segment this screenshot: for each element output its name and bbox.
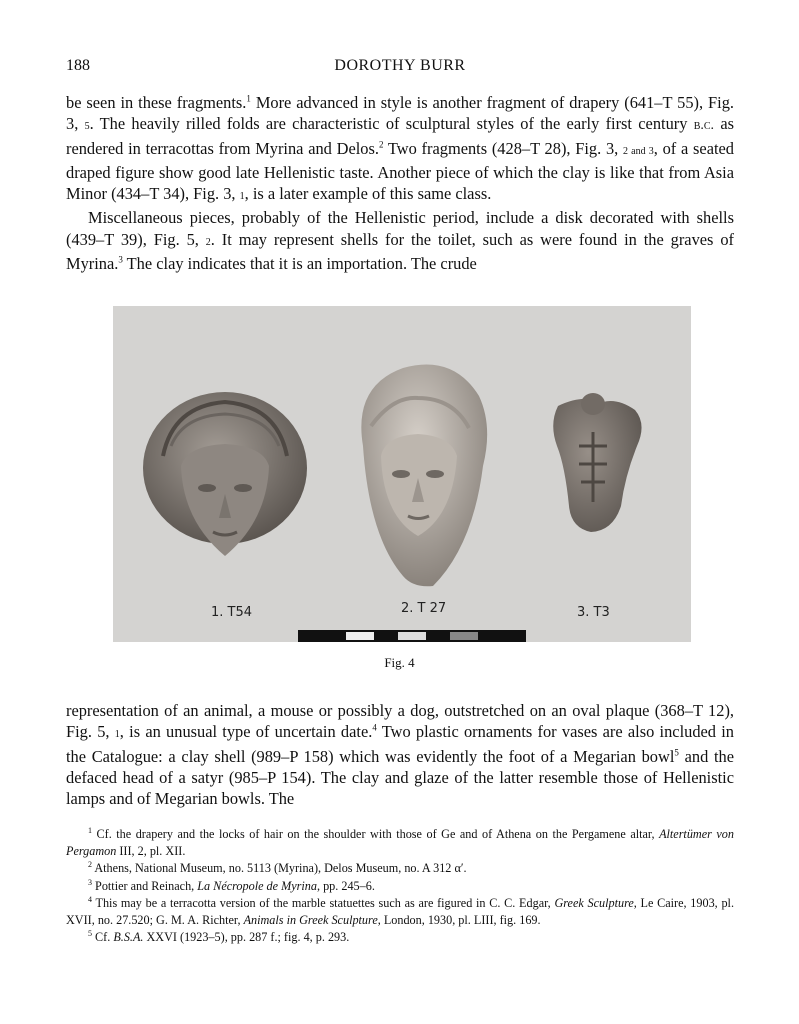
terracotta-heads-photo <box>113 306 691 642</box>
body-text-bottom <box>66 700 734 809</box>
figure-photograph <box>113 306 691 642</box>
footnote-ref-1: 1 <box>246 93 251 104</box>
scale-bar <box>298 630 526 642</box>
footnote-1: $^1$ Cf. the drapery and the locks of hair on the shoulder with those of Ge and of Athena on the Pergamene altar, Altertümer von Pergamon III, 2, pl. XII. <box>66 825 734 859</box>
paragraph-miscellaneous: Miscellaneous pieces, probably of the Hellenistic period, include a disk decorated with shells (439–T 39), Fig. 5, 2. It may represent shells for the toilet, such as were found in the graves of Myrina.$^3$ The clay indicates that it is an importation. The crude <box>66 208 734 274</box>
footnote-ref-4: 4 <box>372 722 377 733</box>
page-number: 188 <box>66 57 90 74</box>
paragraph-drapery: be seen in these fragments.$^1$ More advanced in style is another fragment of drapery (641–T 55), Fig. 3, 5. The heavily rilled folds are characteristic of sculptural styles of the early first century b.c. as rendered in terracottas from Myrina and Delos.$^2$ Two fragments (428–T 28), Fig. 3, 2 and 3, of a seated draped figure show good late Hellenistic taste. Another piece of which the clay is like that from Asia Minor (434–T 34), Fig. 3, 1, is a later example of this same class. <box>66 93 734 204</box>
label-3: 3. T3 <box>577 605 610 620</box>
body-text-top <box>66 92 734 274</box>
running-head: DOROTHY BURR <box>334 57 466 74</box>
head-1-female <box>143 392 307 556</box>
torso-3 <box>553 393 641 532</box>
footnote-2: $^2$ Athens, National Museum, no. 5113 (Myrina), Delos Museum, no. A 312 α′. <box>88 860 467 876</box>
footnote-4: $^4$ This may be a terracotta version of the marble statuettes such as are figured in C. C. Edgar, Greek Sculpture, Le Caire, 1903, pl. XVII, no. 27.520; G. M. A. Richter, Animals in Greek Sculpture, London, 1930, pl. LIII, fig. 169. <box>66 894 734 928</box>
figure-caption: Fig. 4 <box>384 655 415 670</box>
footnote-ref-5: 5 <box>674 747 679 758</box>
label-1: 1. T54 <box>211 605 253 620</box>
page-header <box>66 57 734 79</box>
paragraph-animal: representation of an animal, a mouse or possibly a dog, outstretched on an oval plaque (368–T 12), Fig. 5, 1, is an unusual type of uncertain date.$^4$ Two plastic ornaments for vases are also included in the Catalogue: a clay shell (989–P 158) which was evidently the foot of a Megarian bowl$^5$ and the defaced head of a satyr (985–P 154). The clay and glaze of the latter resemble those of Hellenistic lamps and of Megarian bowls. The <box>66 701 735 809</box>
footnote-5: $^5$ Cf. B.S.A. XXVI (1923–5), pp. 287 f.; fig. 4, p. 293. <box>88 929 350 945</box>
footnote-ref-3: 3 <box>118 254 123 265</box>
footnotes <box>66 826 734 946</box>
label-2: 2. T 27 <box>401 601 447 616</box>
footnote-3: $^3$ Pottier and Reinach, La Nécropole de Myrina, pp. 245–6. <box>88 877 375 893</box>
head-2-female <box>361 365 487 587</box>
footnote-ref-2: 2 <box>378 139 384 150</box>
